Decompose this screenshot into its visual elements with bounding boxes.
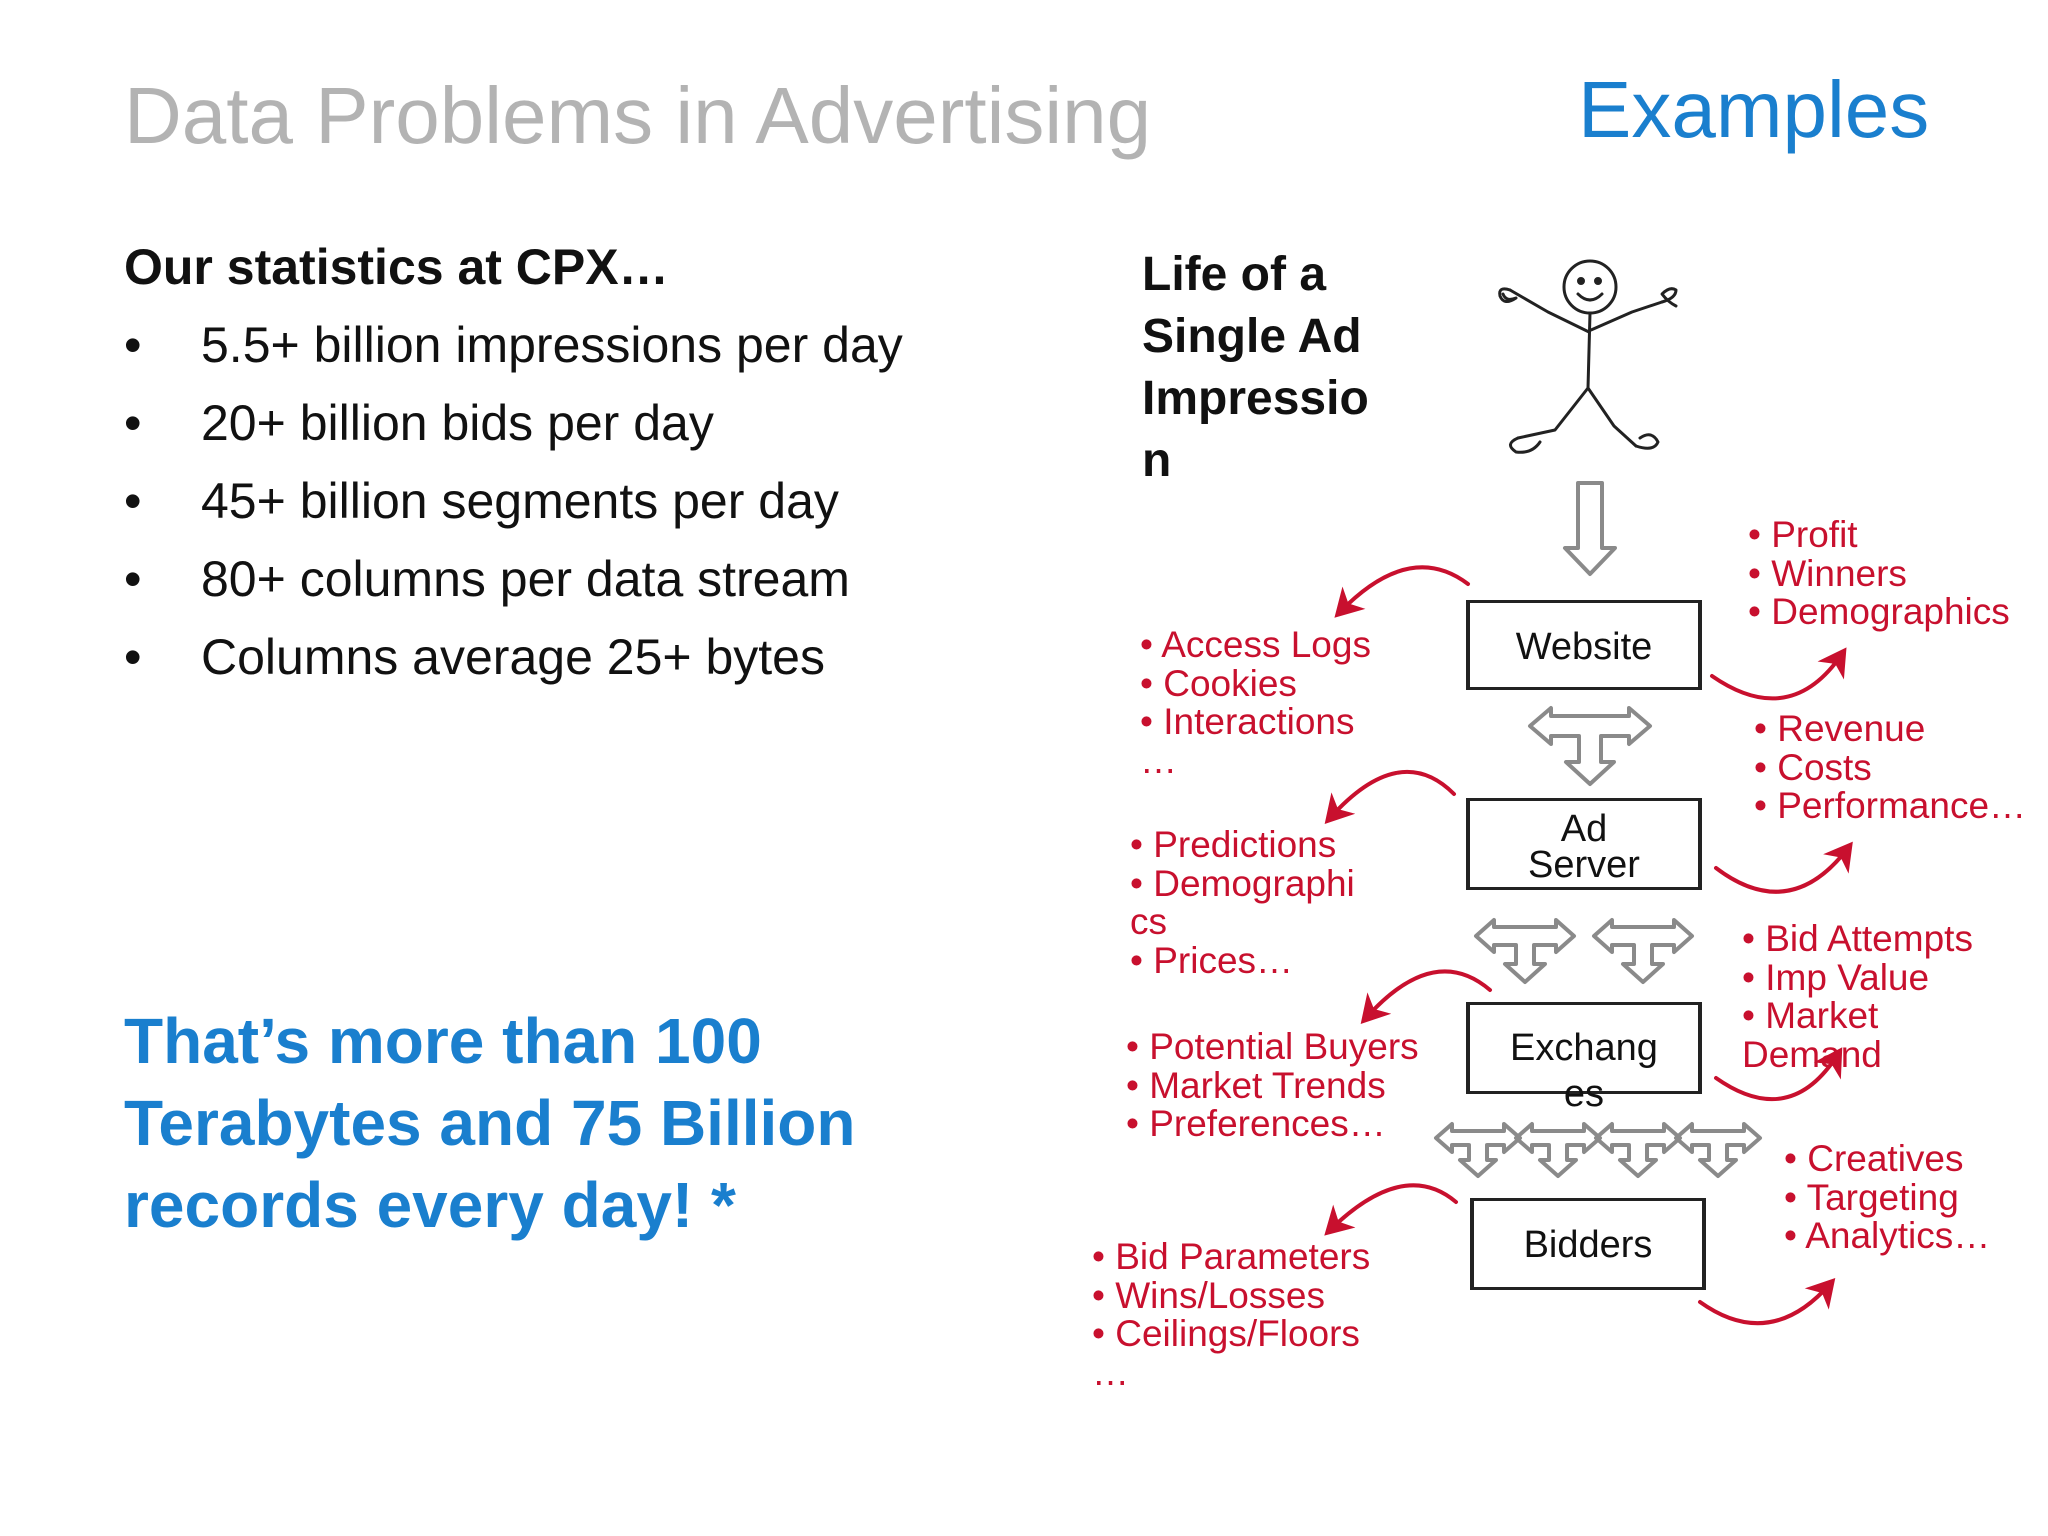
stage-label: Bidders	[1523, 1224, 1653, 1266]
stage-label: es	[1563, 1073, 1605, 1115]
flow-arrow-split-icon	[1530, 708, 1650, 784]
input-item: • Ceilings/Floors	[1092, 1313, 1360, 1354]
stats-item-text: 5.5+ billion impressions per day	[201, 317, 903, 373]
output-arrow-icon	[1716, 848, 1848, 892]
outputs-exchanges	[1742, 920, 1973, 1074]
bullet-icon: •	[124, 551, 142, 607]
stage-website	[1466, 600, 1702, 690]
input-item: • Market Trends	[1126, 1064, 1386, 1106]
bullet-icon: •	[124, 629, 142, 685]
stick-figure-icon	[1500, 261, 1676, 452]
stage-label: Website	[1515, 626, 1653, 668]
stats-item-text: 20+ billion bids per day	[201, 395, 714, 451]
input-item: • Demographi	[1130, 862, 1355, 904]
input-item: • Wins/Losses	[1092, 1274, 1325, 1316]
input-item: cs	[1130, 901, 1167, 942]
stage-label: Server	[1528, 844, 1640, 886]
input-item: • Bid Parameters	[1092, 1236, 1371, 1277]
inputs-website	[1140, 626, 1371, 780]
output-item: Demand	[1742, 1033, 1882, 1075]
stats-heading: Our statistics at CPX…	[124, 239, 669, 295]
stats-item-text: 80+ columns per data stream	[201, 551, 850, 607]
diagram-title-line: Life of a	[1142, 248, 1327, 301]
outputs-website	[1748, 516, 2010, 632]
output-arrow-icon	[1712, 654, 1842, 698]
output-item: • Analytics…	[1784, 1215, 1991, 1256]
output-item: • Costs	[1754, 746, 1872, 788]
input-arrow-icon	[1340, 567, 1468, 612]
section-label: Examples	[1578, 65, 1930, 154]
inputs-ad-server	[1130, 826, 1355, 980]
output-item: • Performance…	[1754, 785, 2027, 826]
diagram-title-line: Single Ad	[1142, 310, 1362, 363]
outputs-ad-server	[1754, 710, 2026, 826]
input-arrow-icon	[1330, 1185, 1456, 1230]
flow-arrow-split-icon	[1476, 920, 1692, 982]
input-item: • Prices…	[1130, 939, 1294, 981]
output-item: • Profit	[1748, 514, 1858, 555]
stage-label: Ad	[1560, 808, 1608, 850]
input-item: …	[1140, 739, 1177, 781]
input-item: • Potential Buyers	[1126, 1026, 1419, 1067]
input-item: • Predictions	[1130, 824, 1337, 865]
bullet-icon: •	[124, 395, 142, 451]
diagram-title-line: n	[1142, 434, 1172, 487]
output-item: • Creatives	[1784, 1138, 1964, 1179]
diagram-title-line: Impressio	[1142, 372, 1369, 425]
input-item: • Access Logs	[1140, 624, 1371, 665]
inputs-bidders	[1092, 1238, 1370, 1392]
output-item: • Imp Value	[1742, 956, 1930, 998]
output-item: • Targeting	[1784, 1176, 1959, 1218]
stage-bidders	[1470, 1198, 1706, 1290]
stage-ad-server	[1466, 798, 1702, 890]
output-item: • Winners	[1748, 552, 1907, 594]
bullet-icon: •	[124, 317, 142, 373]
output-item: • Market	[1742, 995, 1879, 1036]
stats-item-text: Columns average 25+ bytes	[201, 629, 825, 685]
input-item: • Preferences…	[1126, 1103, 1386, 1144]
bullet-icon: •	[124, 473, 142, 529]
input-item: …	[1092, 1351, 1129, 1393]
input-item: • Interactions	[1140, 701, 1355, 742]
output-item: • Revenue	[1754, 708, 1926, 749]
stats-item-text: 45+ billion segments per day	[201, 473, 839, 529]
callout-text: That’s more than 100 Terabytes and 75 Billion records every day! *	[124, 1005, 856, 1241]
inputs-exchanges	[1126, 1028, 1419, 1144]
output-item: • Bid Attempts	[1742, 918, 1973, 959]
outputs-bidders	[1784, 1140, 1990, 1256]
stage-label: Exchang	[1510, 1027, 1658, 1069]
output-item: • Demographics	[1748, 591, 2010, 632]
flow-arrow-split-icon	[1436, 1124, 1760, 1176]
stage-exchanges	[1466, 1002, 1702, 1115]
flow-arrow-down-icon	[1565, 483, 1615, 574]
slide-title: Data Problems in Advertising	[124, 71, 1152, 160]
output-arrow-icon	[1700, 1284, 1830, 1323]
input-item: • Cookies	[1140, 662, 1297, 704]
